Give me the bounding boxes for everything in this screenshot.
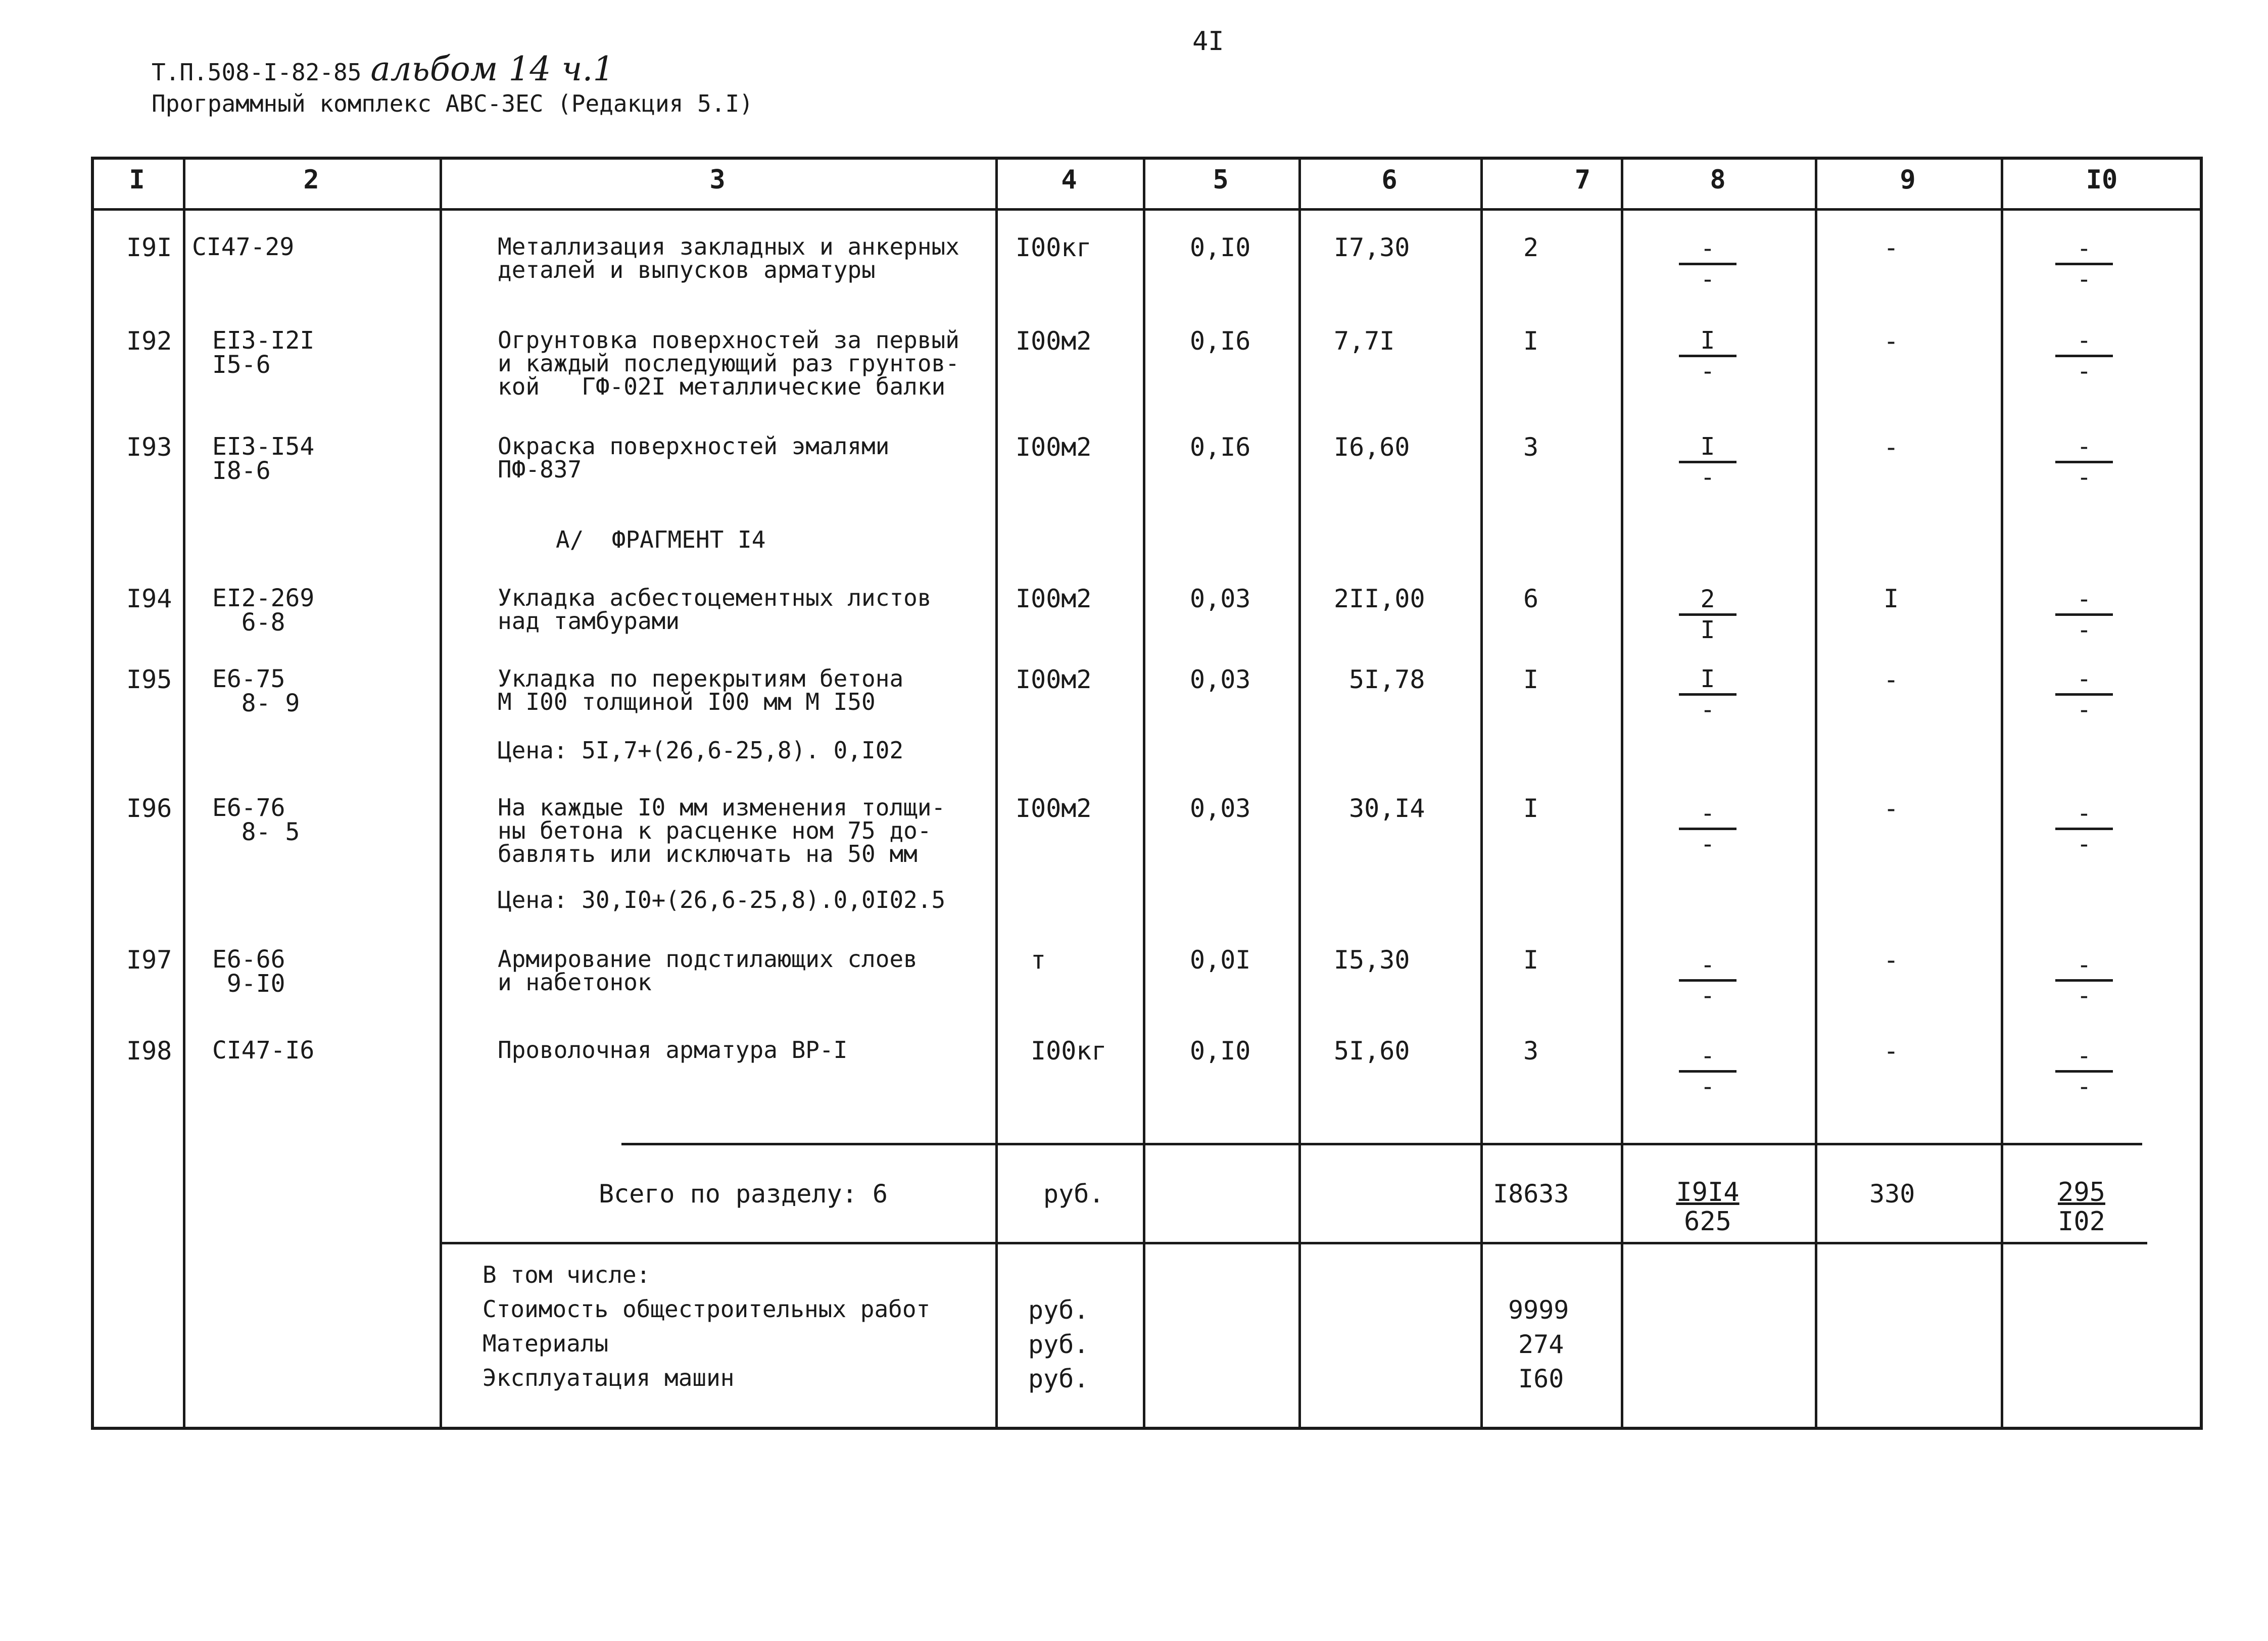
row-191-c9: - <box>1884 233 1899 262</box>
row-191-code: CI47-29 <box>192 233 295 261</box>
row-193-price: I6,60 <box>1334 432 1410 462</box>
row-196-c9: - <box>1884 794 1899 823</box>
row-196-c10: - - <box>2046 802 2122 855</box>
col-header-9: 9 <box>1900 165 1916 195</box>
row-193-c10: - - <box>2046 436 2122 489</box>
row-196-unit: I00м2 <box>1016 794 1092 823</box>
row-198-desc: Проволочная арматура ВР-I <box>498 1036 848 1064</box>
row-198-c8: - - <box>1670 1045 1746 1098</box>
row-197-price: I5,30 <box>1334 945 1410 975</box>
row-193-c7: 3 <box>1523 432 1539 462</box>
breakdown-item-unit: руб. <box>1028 1330 1089 1359</box>
row-192-unit: I00м2 <box>1016 326 1092 356</box>
row-197-c9: - <box>1884 945 1899 975</box>
breakdown-item-value: I60 <box>1518 1364 1564 1393</box>
row-197-c8: - - <box>1670 954 1746 1007</box>
row-193-num: I93 <box>126 432 172 462</box>
row-191-c10: - - <box>2046 237 2122 291</box>
row-198-unit: I00кг <box>1031 1036 1107 1066</box>
row-193-code: EI3-I54 I8-6 <box>212 432 315 485</box>
col-line-9 <box>2001 157 2003 1430</box>
col-header-1: I <box>129 165 145 195</box>
col-header-2: 2 <box>303 165 319 195</box>
row-196-code: E6-76 8- 5 <box>212 794 300 846</box>
doc-ref: Т.П.508-I-82-85 <box>152 59 362 86</box>
row-196-desc: На каждые I0 мм изменения толщи- ны бетона к расценке ном 75 до- бавлять или исключать на 50 мм <box>498 794 946 867</box>
row-198-qty: 0,I0 <box>1190 1036 1251 1066</box>
row-195-unit: I00м2 <box>1016 665 1092 694</box>
row-197-num: I97 <box>126 945 172 975</box>
row-195-c9: - <box>1884 665 1899 694</box>
col-header-5: 5 <box>1213 165 1229 195</box>
row-194-desc: Укладка асбестоцементных листов над тамбурами <box>498 584 932 635</box>
totals-unit: руб. <box>1043 1179 1104 1209</box>
col-line-1 <box>183 157 185 1430</box>
row-198-c10: - - <box>2046 1045 2122 1098</box>
row-194-num: I94 <box>126 584 172 613</box>
row-193-qty: 0,I6 <box>1190 432 1251 462</box>
row-197-c10: - - <box>2046 954 2122 1007</box>
row-195-c10: - - <box>2046 668 2122 721</box>
totals-top-rule <box>621 1143 2142 1145</box>
col-line-6 <box>1480 157 1483 1430</box>
breakdown-item-unit: руб. <box>1028 1364 1089 1393</box>
program-line: Программный комплекс АВС-ЗЕС (Редакция 5.I) <box>152 90 753 117</box>
col-header-3: 3 <box>709 165 726 195</box>
breakdown-intro: В том числе: <box>482 1261 651 1288</box>
totals-c10: $\frac{295}{I02}$ <box>2058 1177 2105 1237</box>
col-line-8 <box>1815 157 1817 1430</box>
col-line-3 <box>995 157 998 1430</box>
row-198-price: 5I,60 <box>1334 1036 1410 1066</box>
row-196-price: 30,I4 <box>1349 794 1425 823</box>
row-192-qty: 0,I6 <box>1190 326 1251 356</box>
row-191-desc: Металлизация закладных и анкерных деталей и выпусков арматуры <box>498 233 959 283</box>
row-197-qty: 0,0I <box>1190 945 1251 975</box>
breakdown-item-label: Эксплуатация машин <box>482 1364 735 1391</box>
row-191-c7: 2 <box>1523 233 1539 262</box>
breakdown-item-label: Стоимость общестроительных работ <box>482 1295 931 1323</box>
row-196-qty: 0,03 <box>1190 794 1251 823</box>
row-197-code: E6-66 9-I0 <box>212 945 285 998</box>
col-line-4 <box>1143 157 1145 1430</box>
row-194-code: EI2-269 6-8 <box>212 584 315 637</box>
row-197-unit: т <box>1031 945 1046 975</box>
row-194-qty: 0,03 <box>1190 584 1251 613</box>
doc-reference-line <box>152 50 614 88</box>
col-line-2 <box>440 157 442 1430</box>
row-192-c9: - <box>1884 326 1899 356</box>
row-192-code: EI3-I2I I5-6 <box>212 326 315 379</box>
row-195-num: I95 <box>126 665 172 694</box>
row-198-code: CI47-I6 <box>212 1036 315 1065</box>
breakdown-item-label: Материалы <box>482 1330 609 1357</box>
breakdown-item-value: 9999 <box>1508 1295 1569 1325</box>
col-header-4: 4 <box>1061 165 1077 195</box>
totals-c7: I8633 <box>1493 1179 1569 1209</box>
row-192-desc: Огрунтовка поверхностей за первый и каждый последующий раз грунтов- кой ГФ-02I металлические балки <box>498 326 959 400</box>
row-193-unit: I00м2 <box>1016 432 1092 462</box>
row-195-code: E6-75 8- 9 <box>212 665 300 717</box>
row-198-c7: 3 <box>1523 1036 1539 1066</box>
row-195-desc: Укладка по перекрытиям бетона М I00 толщиной I00 мм М I50 <box>498 665 904 715</box>
fragment-heading: А/ ФРАГМЕНТ I4 <box>556 526 766 553</box>
row-194-c9: I <box>1884 584 1899 613</box>
row-194-c7: 6 <box>1523 584 1539 613</box>
row-196-price-note: Цена: 30,I0+(26,6-25,8).0,0I02.5 <box>498 886 946 913</box>
row-193-c9: - <box>1884 432 1899 462</box>
row-196-num: I96 <box>126 794 172 823</box>
totals-c9: 330 <box>1869 1179 1915 1209</box>
totals-label: Всего по разделу: 6 <box>599 1179 888 1209</box>
row-191-num: I9I <box>126 233 172 262</box>
row-197-desc: Армирование подстилающих слоев и набетонок <box>498 945 918 996</box>
col-line-7 <box>1621 157 1623 1430</box>
handwritten-note: альбом 14 ч.1 <box>370 50 614 88</box>
row-195-price: 5I,78 <box>1349 665 1425 694</box>
header-divider <box>91 208 2203 211</box>
row-191-price: I7,30 <box>1334 233 1410 262</box>
row-192-c7: I <box>1523 326 1539 356</box>
row-192-c8: I - <box>1670 329 1746 382</box>
row-194-price: 2II,00 <box>1334 584 1425 613</box>
row-191-unit: I00кг <box>1016 233 1092 262</box>
row-191-qty: 0,I0 <box>1190 233 1251 262</box>
col-header-6: 6 <box>1381 165 1397 195</box>
page-number: 4I <box>1192 26 1224 57</box>
row-193-desc: Окраска поверхностей эмалями ПФ-837 <box>498 432 890 483</box>
row-194-unit: I00м2 <box>1016 584 1092 613</box>
col-header-8: 8 <box>1710 165 1726 195</box>
row-194-c10: - - <box>2046 588 2122 641</box>
row-196-c8: - - <box>1670 802 1746 855</box>
totals-bottom-rule <box>440 1242 2147 1244</box>
row-198-num: I98 <box>126 1036 172 1066</box>
row-192-price: 7,7I <box>1334 326 1395 356</box>
row-197-c7: I <box>1523 945 1539 975</box>
row-198-c9: - <box>1884 1036 1899 1066</box>
row-195-price-note: Цена: 5I,7+(26,6-25,8). 0,I02 <box>498 737 904 764</box>
col-header-10: I0 <box>2086 165 2118 195</box>
col-header-7: 7 <box>1574 165 1590 195</box>
row-195-c7: I <box>1523 665 1539 694</box>
totals-c8: $\frac{I9I4}{625}$ <box>1676 1177 1740 1237</box>
row-196-c7: I <box>1523 794 1539 823</box>
row-192-num: I92 <box>126 326 172 356</box>
breakdown-item-unit: руб. <box>1028 1295 1089 1325</box>
row-194-c8: 2 I <box>1670 588 1746 641</box>
row-192-c10: - - <box>2046 329 2122 382</box>
row-195-c8: I - <box>1670 668 1746 721</box>
breakdown-item-value: 274 <box>1518 1330 1564 1359</box>
row-191-c8: - - <box>1670 237 1746 291</box>
row-195-qty: 0,03 <box>1190 665 1251 694</box>
row-193-c8: I - <box>1670 436 1746 489</box>
col-line-5 <box>1298 157 1301 1430</box>
